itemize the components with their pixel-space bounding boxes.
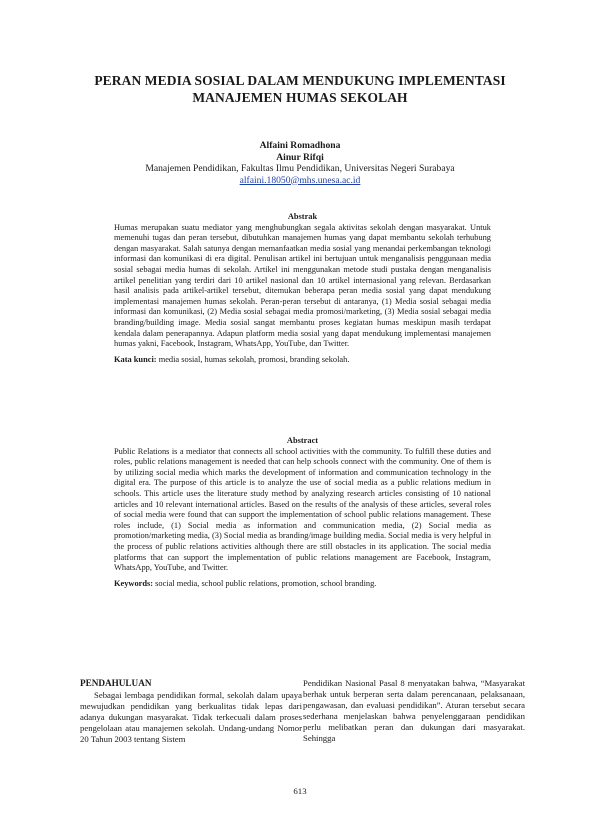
intro-paragraph-right: Pendidikan Nasional Pasal 8 menyatakan bahwa, “Masyarakat berhak untuk berperan serta dalam perencanaan, pelaksanaan, pengawasan, dan evaluasi pendidikan”. Aturan tersebut secara sederhana menjelaskan bahwa penyelenggaraan pendidikan perlu melibatkan peran dan dukungan dari masyarakat. Sehingga: [303, 678, 525, 743]
abstract-text: Public Relations is a mediator that connects all school activities with the community. To fulfill these duties and roles, public relations management is needed that can help schools connect with the community. One of them is by utilizing social media which marks the development of information and communication technology in the digital era. The purpose of this article is to analyze the use of social media as a public relations medium in schools. This article uses the literature study method by analyzing research articles consisting of 10 national articles and 10 relevant international articles. Based on the results of the analysis of these articles, several roles of social media were found that can support the implementation of school public relations management. These roles include, (1) Social media as information and communication media, (2) Social media as promotion/marketing media, (3) Social media as branding/image building media. Social media is very helpful in the process of public relations activities although there are still obstacles in its application. The social media platforms that can support the implementation of public relations management are Facebook, Instagram, WhatsApp, YouTube, and Twitter.: [114, 446, 491, 573]
kata-kunci-label: Kata kunci:: [114, 354, 157, 364]
section-heading-pendahuluan: PENDAHULUAN: [80, 678, 152, 688]
kata-kunci-text: media sosial, humas sekolah, promosi, branding sekolah.: [158, 354, 350, 364]
author-name-2: Ainur Rifqi: [276, 151, 324, 163]
keywords-text: social media, school public relations, promotion, school branding.: [155, 578, 377, 588]
abstract-section: [114, 436, 491, 589]
intro-paragraph-left: Sebagai lembaga pendidikan formal, sekolah dalam upaya mewujudkan pendidikan yang berkualitas tidak lepas dari adanya dukungan masyarakat. Tidak terkecuali dalam proses pengelolaan atau manajemen sekolah. Undang-undang Nomor 20 Tahun 2003 tentang Sistem: [80, 690, 302, 744]
page-number: 613: [293, 786, 307, 796]
author-block: [60, 140, 540, 186]
body-column-right: [303, 678, 525, 744]
body-column-left: [80, 678, 302, 745]
author-name-1: Alfaini Romadhona: [259, 140, 341, 151]
abstrak-heading: Abstrak: [287, 212, 318, 221]
abstract-heading: Abstract: [286, 436, 319, 445]
keywords: [114, 579, 491, 590]
title-line-2: MANAJEMEN HUMAS SEKOLAH: [192, 90, 408, 105]
paper-title: [60, 72, 540, 106]
author-affiliation: Manajemen Pendidikan, Fakultas Ilmu Pendidikan, Universitas Negeri Surabaya: [145, 163, 455, 174]
keywords-label: Keywords:: [114, 578, 154, 588]
kata-kunci: [114, 355, 491, 366]
abstrak-text: Humas merupakan suatu mediator yang menghubungkan segala aktivitas sekolah dengan masyarakat. Untuk memenuhi tugas dan peran tersebut, dibutuhkan manajemen humas yang dapat membantu sekolah terhubung dengan masyarakat. Salah satunya dengan memanfaatkan media sosial yang menandai perkembangan teknologi informasi dan komunikasi di era digital. Penulisan artikel ini bertujuan untuk menganalisis penggunaan media sosial sebagai media humas di sekolah. Artikel ini menggunakan metode studi pustaka dengan menganalisis artikel penelitian yang terdiri dari 10 artikel nasional dan 10 artikel internasional yang relevan. Berdasarkan hasil analisis pada artikel-artikel tersebut, ditemukan beberapa peran media sosial yang dapat mendukung implementasi manajemen humas sekolah. Peran-peran tersebut di antaranya, (1) Media sosial sebagai media informasi dan komunikasi, (2) Media sosial sebagai media promosi/marketing, (3) Media sosial sebagai media branding/building image. Media sosial sangat membantu proses kegiatan humas meskipun masih terdapat kendala dalam penerapannya. Adapun platform media sosial yang dapat mendukung implementasi manajemen humas yakni, Facebook, Instagram, WhatsApp, YouTube, dan Twitter.: [114, 222, 491, 349]
title-line-1: PERAN MEDIA SOSIAL DALAM MENDUKUNG IMPLEMENTASI: [94, 73, 506, 88]
abstrak-section: [114, 212, 491, 365]
author-email-link[interactable]: alfaini.18050@mhs.unesa.ac.id: [239, 174, 361, 186]
